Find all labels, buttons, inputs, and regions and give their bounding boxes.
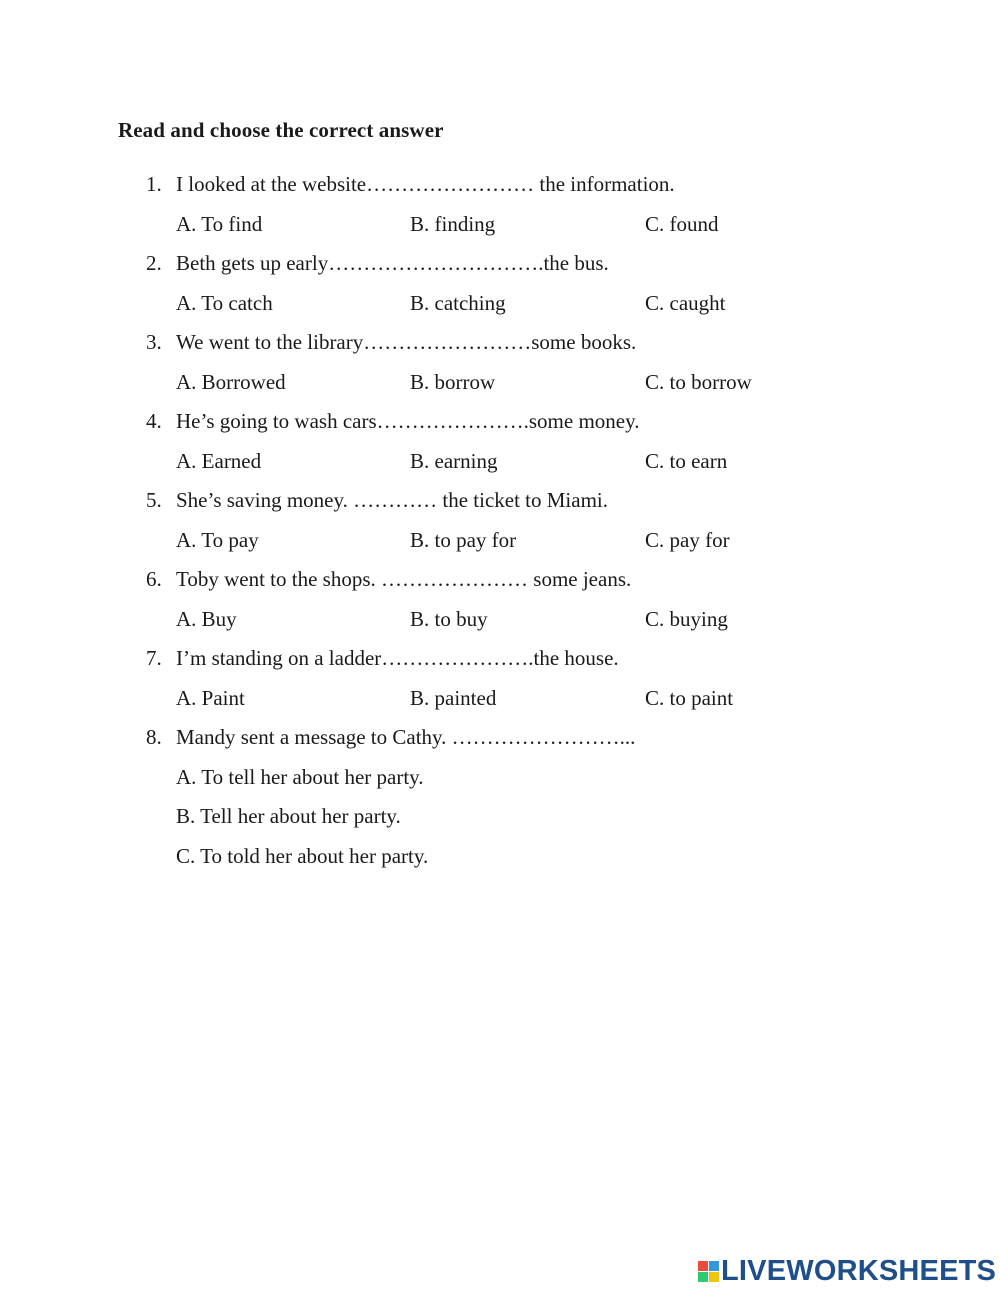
- question-6: [146, 565, 846, 644]
- question-text: Beth gets up early………………………….the bus.: [176, 251, 609, 275]
- option-c[interactable]: C. caught: [645, 290, 726, 315]
- option-c[interactable]: C. to paint: [645, 685, 734, 710]
- question-text: Mandy sent a message to Cathy. ……………………...: [176, 725, 636, 749]
- question-text: We went to the library……………………some books.: [176, 330, 637, 354]
- option-b[interactable]: B. borrow: [410, 369, 496, 394]
- question-number: 3.: [146, 330, 162, 354]
- question-8: [146, 723, 846, 881]
- logo-text: LIVEWORKSHEETS: [721, 1254, 997, 1287]
- option-c[interactable]: C. to borrow: [645, 369, 752, 394]
- option-b[interactable]: B. to pay for: [410, 527, 517, 552]
- option-b[interactable]: B. to buy: [410, 606, 488, 631]
- option-b[interactable]: B. Tell her about her party.: [176, 804, 401, 828]
- question-number: 4.: [146, 409, 162, 433]
- logo-icon: [698, 1261, 719, 1282]
- question-text: I looked at the website…………………… the information.: [176, 172, 675, 196]
- liveworksheets-logo: [698, 1256, 996, 1286]
- option-c[interactable]: C. buying: [645, 606, 728, 631]
- logo-block: [709, 1261, 719, 1271]
- option-c[interactable]: C. To told her about her party.: [176, 843, 429, 868]
- question-5: [146, 486, 846, 565]
- option-a[interactable]: A. Paint: [176, 685, 245, 710]
- option-a[interactable]: A. To tell her about her party.: [176, 764, 424, 789]
- question-number: 8.: [146, 725, 162, 749]
- question-number: 5.: [146, 488, 162, 512]
- option-a[interactable]: A. Buy: [176, 606, 237, 631]
- logo-block: [709, 1272, 719, 1282]
- question-text: He’s going to wash cars………………….some money.: [176, 409, 640, 433]
- option-a[interactable]: A. To find: [176, 211, 263, 236]
- option-c[interactable]: C. found: [645, 211, 719, 236]
- option-a[interactable]: A. Earned: [176, 448, 262, 473]
- logo-block: [698, 1261, 708, 1271]
- option-a[interactable]: A. Borrowed: [176, 369, 286, 394]
- option-b[interactable]: B. painted: [410, 685, 497, 710]
- option-a[interactable]: A. To pay: [176, 527, 259, 552]
- question-1: [146, 170, 846, 249]
- question-text: I’m standing on a ladder………………….the house.: [176, 646, 619, 670]
- question-text: Toby went to the shops. ………………… some jeans.: [176, 567, 632, 591]
- option-c[interactable]: C. pay for: [645, 527, 730, 552]
- question-2: [146, 249, 846, 328]
- option-b[interactable]: B. catching: [410, 290, 506, 315]
- question-number: 1.: [146, 172, 162, 196]
- question-number: 7.: [146, 646, 162, 670]
- option-b[interactable]: B. finding: [410, 211, 496, 236]
- option-a[interactable]: A. To catch: [176, 290, 273, 315]
- option-c[interactable]: C. to earn: [645, 448, 728, 473]
- question-text: She’s saving money. ………… the ticket to Miami.: [176, 488, 609, 512]
- question-number: 2.: [146, 251, 162, 275]
- question-4: [146, 407, 846, 486]
- question-3: [146, 328, 846, 407]
- question-list: [146, 170, 846, 881]
- option-b[interactable]: B. earning: [410, 448, 498, 473]
- page-title: Read and choose the correct answer: [118, 118, 444, 142]
- question-7: [146, 644, 846, 723]
- question-number: 6.: [146, 567, 162, 591]
- logo-block: [698, 1272, 708, 1282]
